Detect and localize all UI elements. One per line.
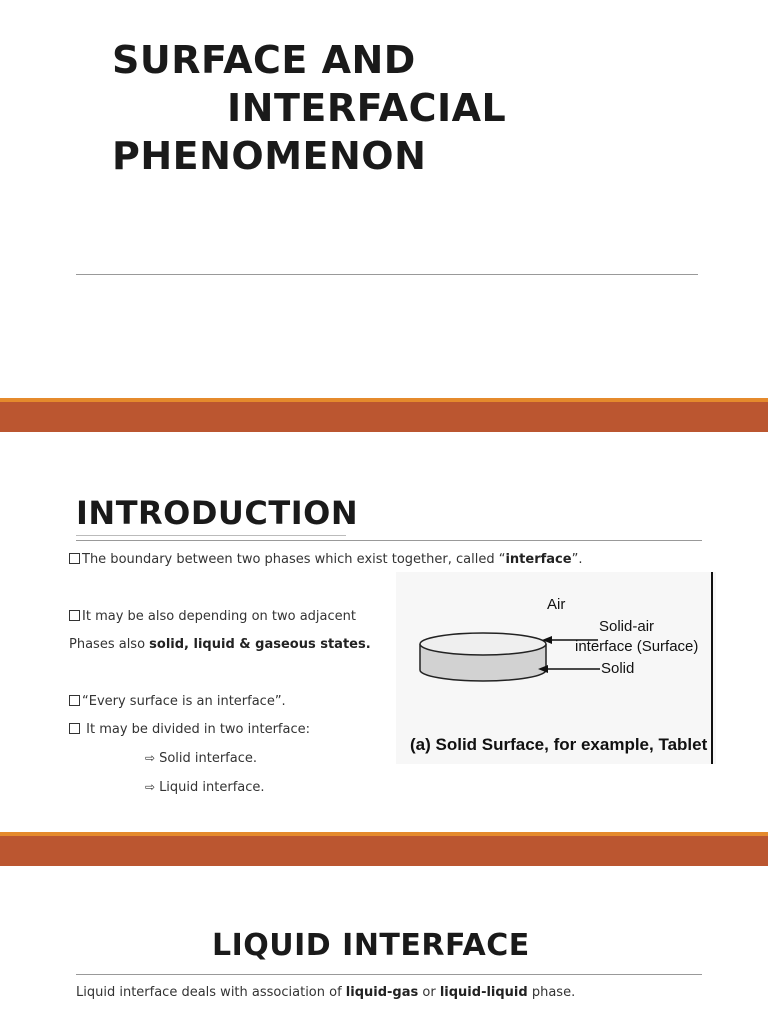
title-line-3: PHENOMENON (112, 134, 427, 178)
title-slide (0, 0, 768, 398)
main-title (112, 36, 506, 180)
bullet-divided-interfaces: It may be divided in two interface: (69, 722, 310, 737)
bullet-every-surface: “Every surface is an interface”. (69, 694, 286, 709)
slide-separator-band (0, 832, 768, 866)
solid-surface-figure (396, 572, 716, 764)
bullet-adjacent-phases: It may be also depending on two adjacent (69, 609, 356, 624)
slide-separator-band (0, 398, 768, 432)
checkbox-bullet-icon (69, 723, 80, 734)
figure-label-solid: Solid (601, 660, 635, 677)
arrow-bullet-icon: ⇨ (145, 751, 156, 765)
bullet-interface-definition: The boundary between two phases which exist together, called “interface”. (69, 552, 582, 567)
title-line-1: SURFACE AND (112, 38, 416, 82)
figure-caption: (a) Solid Surface, for example, Tablet (410, 735, 708, 754)
checkbox-bullet-icon (69, 695, 80, 706)
figure-edge (711, 572, 713, 764)
liquid-interface-heading: LIQUID INTERFACE (212, 928, 530, 963)
figure-label-air: Air (547, 596, 566, 613)
title-line-2: INTERFACIAL (227, 86, 507, 130)
checkbox-bullet-icon (69, 610, 80, 621)
introduction-heading: INTRODUCTION (76, 494, 359, 532)
title-divider (76, 274, 698, 275)
heading-underline (76, 535, 346, 536)
tablet-top (420, 633, 546, 655)
checkbox-bullet-icon (69, 553, 80, 564)
sub-item-liquid-interface: ⇨ Liquid interface. (145, 780, 265, 795)
sub-item-solid-interface: ⇨ Solid interface. (145, 751, 257, 766)
liquid-interface-description: Liquid interface deals with association of liquid-gas or liquid-liquid phase. (76, 985, 576, 1000)
introduction-slide (0, 432, 768, 832)
adjacent-phases-continued: Phases also solid, liquid & gaseous states. (69, 637, 371, 652)
liquid-interface-slide (0, 866, 768, 1024)
arrow-bullet-icon: ⇨ (145, 780, 156, 794)
heading-divider (76, 974, 702, 975)
figure-label-interface-surface: interface (Surface) (575, 638, 699, 655)
figure-label-solid-air: Solid-air (599, 618, 655, 635)
heading-divider (76, 540, 702, 541)
